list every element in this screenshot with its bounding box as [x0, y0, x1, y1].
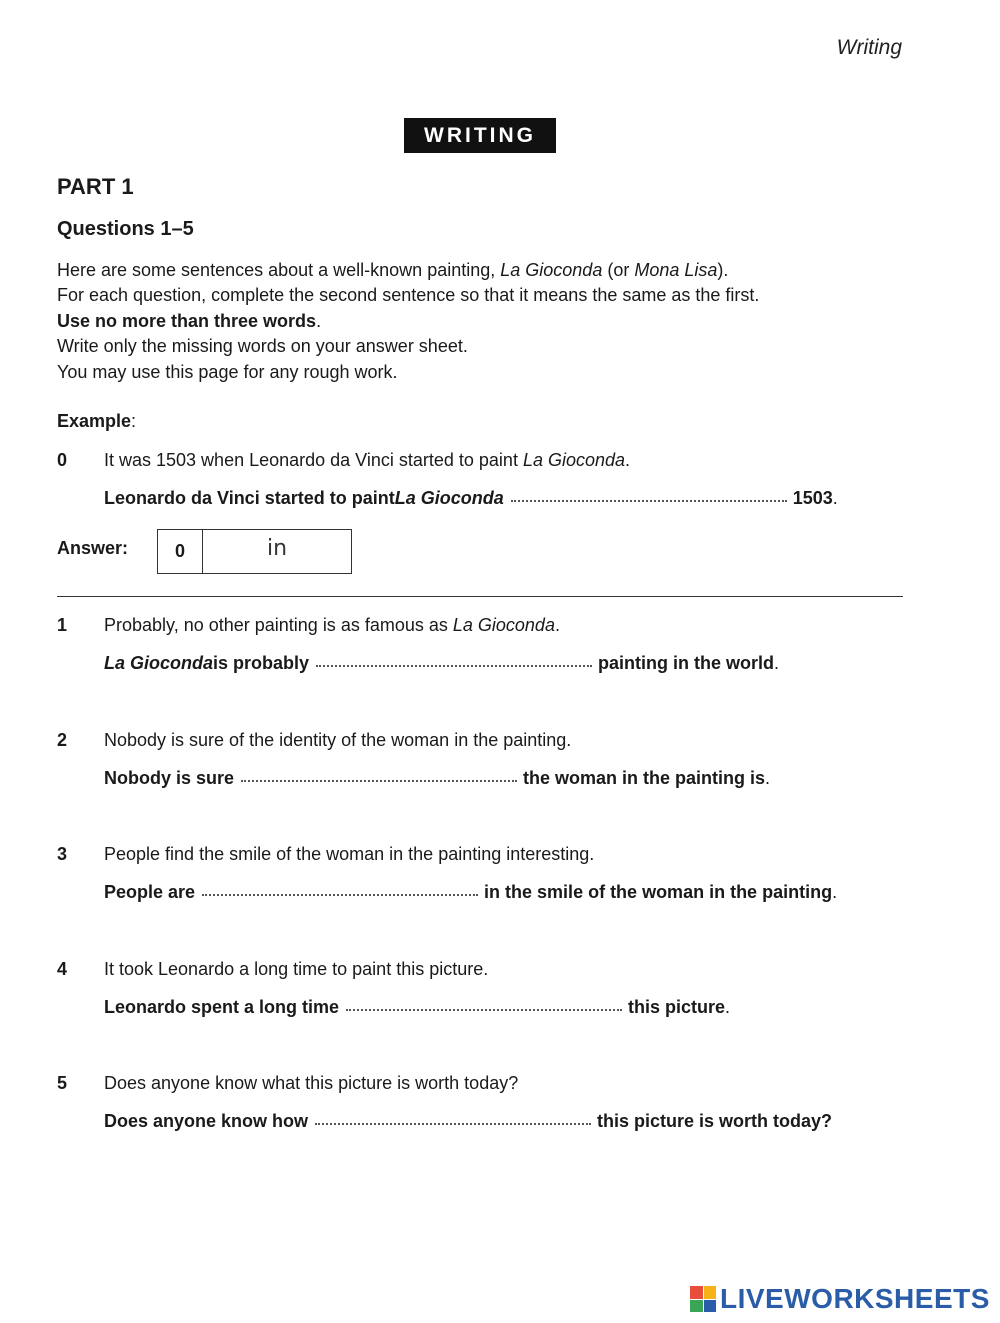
- question-sentence: Nobody is sure of the identity of the woman in the painting.: [104, 730, 572, 750]
- example-transform-sentence: Leonardo da Vinci started to paint La Gioconda 1503 .: [104, 488, 838, 508]
- instructions: [57, 258, 917, 385]
- question-sentence: Probably, no other painting is as famous as La Gioconda.: [104, 615, 560, 635]
- answer-label: Answer:: [57, 538, 129, 558]
- question-transform-sentence: La Gioconda is probably painting in the world .: [104, 653, 780, 673]
- question-number: 1: [57, 615, 68, 635]
- question-number: 2: [57, 730, 68, 750]
- example-number: 0: [57, 450, 68, 470]
- logo-text: LIVEWORKSHEETS: [720, 1283, 990, 1314]
- answer-gap-dots[interactable]: [241, 779, 517, 782]
- questions-range: Questions 1–5: [57, 218, 194, 240]
- divider-line: [57, 596, 903, 597]
- answer-box-value: in: [266, 536, 288, 561]
- section-banner: WRITING: [404, 118, 556, 153]
- instruction-line-1: Here are some sentences about a well-known painting, La Gioconda (or Mona Lisa).: [57, 260, 729, 280]
- question-sentence: People find the smile of the woman in the painting interesting.: [104, 844, 595, 864]
- liveworksheets-logo[interactable]: [690, 1283, 990, 1315]
- question-number: 4: [57, 959, 68, 979]
- question-transform-sentence: Leonardo spent a long time this picture .: [104, 997, 731, 1017]
- question-sentence: It took Leonardo a long time to paint this picture.: [104, 959, 489, 979]
- answer-gap-dots[interactable]: [315, 1122, 591, 1125]
- example-label: Example:: [57, 411, 137, 431]
- question-number: 5: [57, 1073, 68, 1093]
- instruction-line-3: Use no more than three words.: [57, 310, 322, 331]
- question-transform-sentence: People are in the smile of the woman in the painting .: [104, 882, 838, 902]
- example-gap-dots: [511, 499, 787, 502]
- answer-gap-dots[interactable]: [346, 1008, 622, 1011]
- logo-mark-icon: [690, 1286, 716, 1312]
- instruction-line-4: Write only the missing words on your answer sheet.: [57, 336, 468, 357]
- part-title: PART 1: [57, 174, 134, 199]
- answer-gap-dots[interactable]: [202, 893, 478, 896]
- answer-box: [157, 529, 352, 574]
- question-transform-sentence: Does anyone know how this picture is worth today?: [104, 1111, 833, 1131]
- running-header-title: Writing: [836, 36, 902, 59]
- example-sentence: It was 1503 when Leonardo da Vinci started to paint La Gioconda.: [104, 450, 631, 470]
- instruction-line-5: You may use this page for any rough work.: [57, 361, 398, 382]
- answer-gap-dots[interactable]: [316, 664, 592, 667]
- question-sentence: Does anyone know what this picture is worth today?: [104, 1073, 519, 1093]
- instruction-line-2: For each question, complete the second sentence so that it means the same as the first.: [57, 285, 760, 306]
- question-number: 3: [57, 844, 68, 864]
- question-transform-sentence: Nobody is sure the woman in the painting is .: [104, 768, 771, 788]
- answer-box-number: 0: [158, 530, 203, 573]
